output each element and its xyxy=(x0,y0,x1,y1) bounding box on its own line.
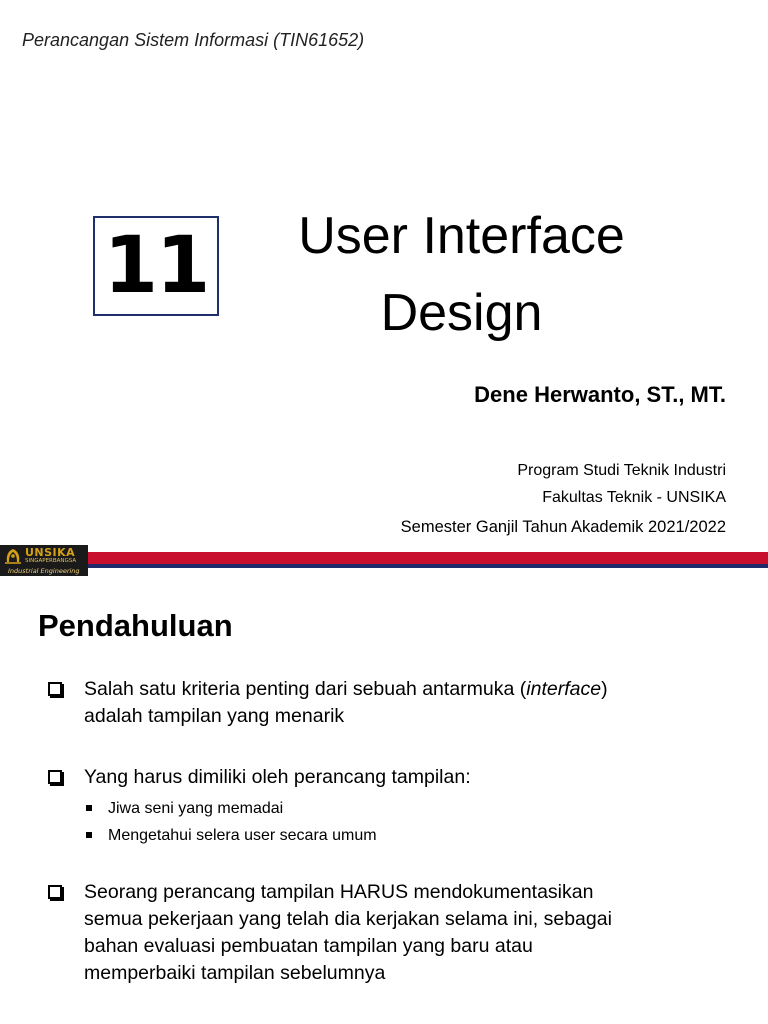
bullet-list xyxy=(46,676,746,987)
bullet-text: bahan evaluasi pembuatan tampilan yang baru atau xyxy=(84,935,533,957)
faculty-name: Fakultas Teknik - UNSIKA xyxy=(542,489,726,506)
affiliation xyxy=(517,457,726,511)
bullet-text: Salah satu kriteria penting dari sebuah antarmuka ( xyxy=(84,678,527,700)
sub-bullet-item xyxy=(84,822,746,849)
divider-bar-red xyxy=(88,552,768,564)
checkbox-bullet-icon xyxy=(48,770,62,784)
section-heading: Pendahuluan xyxy=(38,608,233,643)
program-name: Program Studi Teknik Industri xyxy=(517,462,726,479)
bullet-item xyxy=(46,676,746,730)
sub-bullet-list xyxy=(84,795,746,849)
divider-bar-navy xyxy=(88,564,768,568)
logo-department: Industrial Engineering xyxy=(8,567,80,575)
bullet-text: Yang harus dimiliki oleh perancang tampilan: xyxy=(84,766,471,788)
bullet-text: memperbaiki tampilan sebelumnya xyxy=(84,962,386,984)
bullet-item xyxy=(46,764,746,849)
unsika-emblem-icon xyxy=(3,547,23,565)
checkbox-bullet-icon xyxy=(48,682,62,696)
title-line-2: Design xyxy=(380,284,543,342)
logo xyxy=(0,545,88,576)
bullet-text: ) xyxy=(601,678,608,700)
sub-bullet-text: Mengetahui selera user secara umum xyxy=(108,827,377,844)
bullet-text: semua pekerjaan yang telah dia kerjakan selama ini, sebagai xyxy=(84,908,612,930)
square-bullet-icon xyxy=(86,832,92,838)
chapter-number-box xyxy=(93,216,219,316)
course-code: Perancangan Sistem Informasi (TIN61652) xyxy=(22,30,365,50)
chapter-number: 11 xyxy=(103,221,209,311)
sub-bullet-item xyxy=(84,795,746,822)
logo-wordmark: UNSIKA xyxy=(25,546,76,559)
sub-bullet-text: Jiwa seni yang memadai xyxy=(108,800,284,817)
logo-subtitle: SINGAPERBANGSA xyxy=(25,558,77,564)
bullet-item xyxy=(46,879,746,987)
title-line-1: User Interface xyxy=(298,207,625,265)
bullet-emphasis: interface xyxy=(526,678,602,700)
checkbox-bullet-icon xyxy=(48,885,62,899)
bullet-text: Seorang perancang tampilan HARUS mendokumentasikan xyxy=(84,881,594,903)
square-bullet-icon xyxy=(86,805,92,811)
bullet-text: adalah tampilan yang menarik xyxy=(84,705,345,727)
author-name: Dene Herwanto, ST., MT. xyxy=(474,382,726,407)
semester-info: Semester Ganjil Tahun Akademik 2021/2022 xyxy=(400,518,726,536)
slide-title xyxy=(240,198,683,352)
